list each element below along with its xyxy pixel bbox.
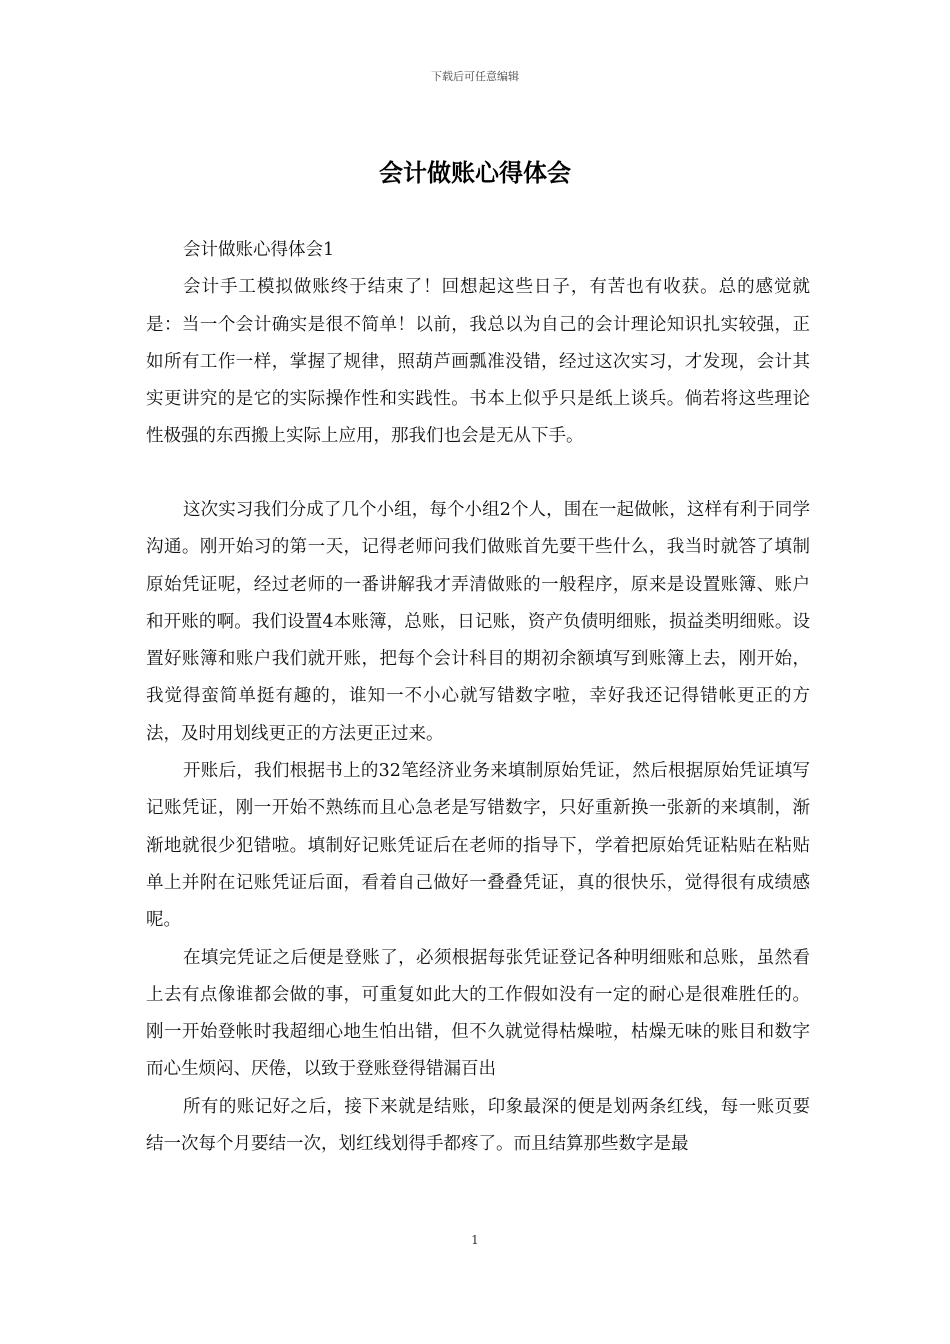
- paragraph: 这次实习我们分成了几个小组，每个小组2个人，围在一起做帐，这样有利于同学沟通。刚开始习的第一天，记得老师问我们做账首先要干些什么，我当时就答了填制原始凭证呢，经过老师的一番讲解我才弄清做账的一般程序，原来是设置账簿、账户和开账的啊。我们设置4本账簿，总账，日记账，资产负债明细账，损益类明细账。设置好账簿和账户我们就开账，把每个会计科目的期初余额填写到账簿上去，刚开始，我觉得蛮简单挺有趣的，谁知一不小心就写错数字啦，幸好我还记得错帐更正的方法，及时用划线更正的方法更正过来。: [146, 500, 810, 744]
- paragraph: 在填完凭证之后便是登账了，必须根据每张凭证登记各种明细账和总账，虽然看上去有点像谁都会做的事，可重复如此大的工作假如没有一定的耐心是很难胜任的。刚一开始登帐时我超细心地生怕出错，但不久就觉得枯燥啦，枯燥无味的账目和数字而心生烦闷、厌倦，以致于登账登得错漏百出: [146, 947, 810, 1080]
- page-number: 1: [471, 1233, 479, 1247]
- document-body-part-1: [146, 232, 810, 456]
- page-header: 下载后可任意编辑: [431, 70, 519, 83]
- paragraph: 开账后，我们根据书上的32笔经济业务来填制原始凭证，然后根据原始凭证填写记账凭证，刚一开始不熟练而且心急老是写错数字，只好重新换一张新的来填制，渐渐地就很少犯错啦。填制好记账凭证后在老师的指导下，学着把原始凭证粘贴在粘贴单上并附在记账凭证后面，看着自己做好一叠叠凭证，真的很快乐，觉得很有成绩感呢。: [146, 761, 810, 931]
- section-heading: 会计做账心得体会1: [183, 240, 335, 260]
- document-title: 会计做账心得体会: [379, 158, 571, 187]
- document-body-part-2: [146, 492, 810, 1163]
- paragraph: 会计手工模拟做账终于结束了！回想起这些日子，有苦也有收获。总的感觉就是：当一个会计确实是很不简单！以前，我总以为自己的会计理论知识扎实较强，正如所有工作一样，掌握了规律，照葫芦画瓢准没错，经过这次实习，才发现，会计其实更讲究的是它的实际操作性和实践性。书本上似乎只是纸上谈兵。倘若将这些理论性极强的东西搬上实际上应用，那我们也会是无从下手。: [146, 277, 810, 447]
- paragraph: 所有的账记好之后，接下来就是结账，印象最深的便是划两条红线，每一账页要结一次每个月要结一次，划红线划得手都疼了。而且结算那些数字是最: [146, 1096, 810, 1155]
